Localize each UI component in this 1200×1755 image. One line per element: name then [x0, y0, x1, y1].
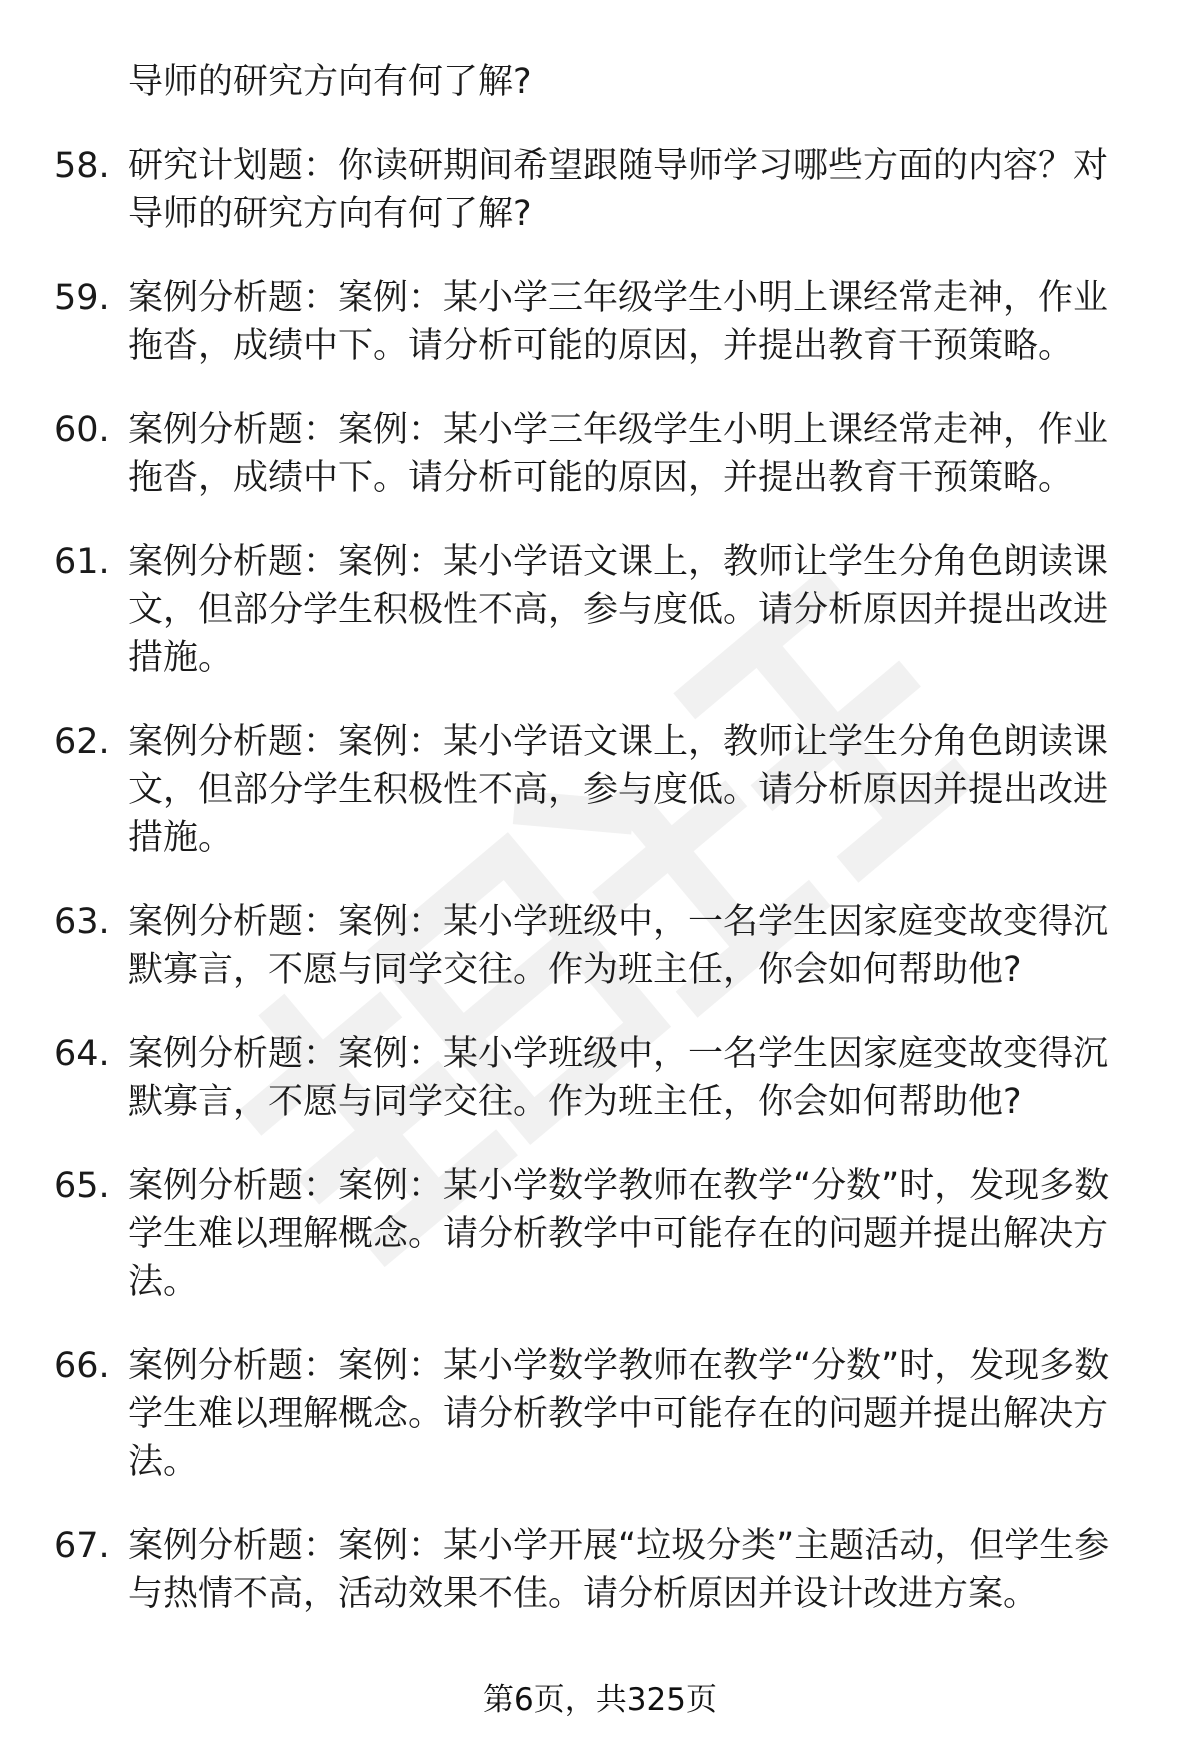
page-number-footer: 第6页，共325页: [483, 1682, 717, 1718]
question-number: 59.: [54, 278, 110, 318]
question-number: 66.: [54, 1346, 110, 1386]
question-text: 案例分析题：案例：某小学三年级学生小明上课经常走神，作业拖沓，成绩中下。请分析可能的原因，并提出教育干预策略。: [128, 278, 1109, 366]
question-number: 67.: [54, 1526, 110, 1566]
question-item: [0, 538, 1200, 682]
question-item: [0, 898, 1200, 994]
question-item: [0, 1162, 1200, 1306]
question-number: 65.: [54, 1166, 110, 1206]
question-text: 案例分析题：案例：某小学数学教师在教学“分数”时，发现多数学生难以理解概念。请分析教学中可能存在的问题并提出解决方法。: [128, 1346, 1110, 1482]
question-text: 案例分析题：案例：某小学班级中，一名学生因家庭变故变得沉默寡言，不愿与同学交往。作为班主任，你会如何帮助他?: [128, 1034, 1109, 1122]
question-text: 案例分析题：案例：某小学数学教师在教学“分数”时，发现多数学生难以理解概念。请分析教学中可能存在的问题并提出解决方法。: [128, 1166, 1110, 1302]
continuation-text: 导师的研究方向有何了解?: [128, 62, 532, 102]
question-number: 64.: [54, 1034, 110, 1074]
question-item: [0, 274, 1200, 370]
question-text: 案例分析题：案例：某小学开展“垃圾分类”主题活动，但学生参与热情不高，活动效果不佳。请分析原因并设计改进方案。: [128, 1526, 1110, 1614]
document-body: [0, 58, 1200, 1618]
question-item: [0, 1030, 1200, 1126]
question-text: 案例分析题：案例：某小学班级中，一名学生因家庭变故变得沉默寡言，不愿与同学交往。作为班主任，你会如何帮助他?: [128, 902, 1109, 990]
question-number: 60.: [54, 410, 110, 450]
question-number: 62.: [54, 722, 110, 762]
question-item: [0, 142, 1200, 238]
question-item: [0, 718, 1200, 862]
question-item: [0, 1342, 1200, 1486]
question-item: [0, 406, 1200, 502]
question-text: 案例分析题：案例：某小学语文课上，教师让学生分角色朗读课文，但部分学生积极性不高，参与度低。请分析原因并提出改进措施。: [128, 722, 1109, 858]
question-item: [0, 1522, 1200, 1618]
question-text: 案例分析题：案例：某小学语文课上，教师让学生分角色朗读课文，但部分学生积极性不高，参与度低。请分析原因并提出改进措施。: [128, 542, 1109, 678]
question-number: 61.: [54, 542, 110, 582]
question-number: 63.: [54, 902, 110, 942]
question-list: [0, 142, 1200, 1618]
question-text: 案例分析题：案例：某小学三年级学生小明上课经常走神，作业拖沓，成绩中下。请分析可能的原因，并提出教育干预策略。: [128, 410, 1109, 498]
question-number: 58.: [54, 146, 110, 186]
question-text: 研究计划题：你读研期间希望跟随导师学习哪些方面的内容？对导师的研究方向有何了解?: [128, 146, 1109, 234]
